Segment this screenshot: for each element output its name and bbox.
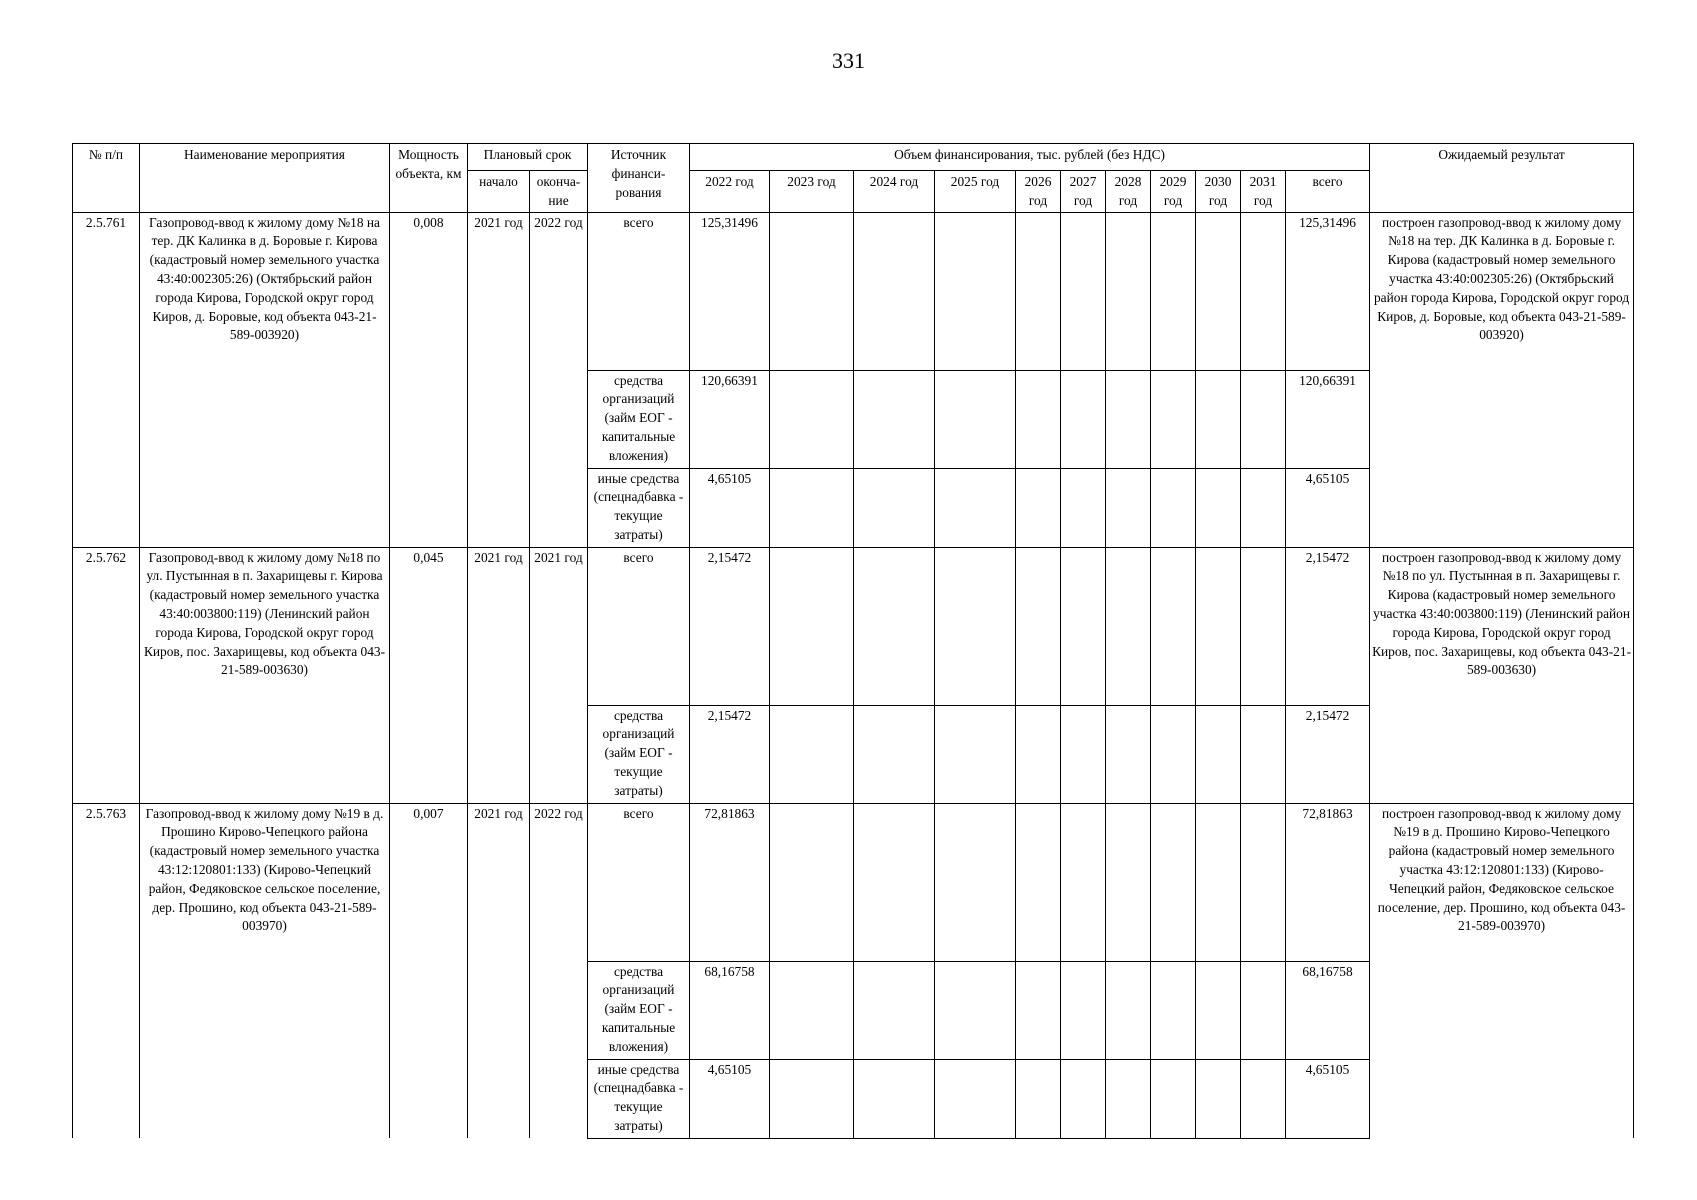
- header-year: 2031 год: [1241, 171, 1286, 213]
- header-source: Источник финанси-рования: [588, 144, 690, 213]
- header-num: № п/п: [73, 144, 140, 213]
- value-2022: 2,15472: [690, 547, 770, 705]
- row-capacity: 0,008: [390, 212, 468, 547]
- value-total: 2,15472: [1286, 705, 1370, 803]
- row-result: построен газопровод-ввод к жилому дому №18 на тер. ДК Калинка в д. Боровые г. Кирова (кадастровый номер земельного участка 43:40:002305:26) (Октябрьский район города Кирова, Городской округ город Киров, д. Боровые, код объекта 043-21-589-003920): [1370, 212, 1634, 547]
- source-label: всего: [588, 803, 690, 961]
- row-result: построен газопровод-ввод к жилому дому №19 в д. Прошино Кирово-Чепецкого района (кадастровый номер земельного участка 43:12:120801:133) (Кирово-Чепецкий район, Федяковское сельское поселение, дер. Прошино, код объекта 043-21-589-003970): [1370, 803, 1634, 1138]
- value-total: 68,16758: [1286, 961, 1370, 1059]
- row-start: 2021 год: [468, 803, 530, 1138]
- header-year: 2030 год: [1196, 171, 1241, 213]
- header-end: оконча-ние: [530, 171, 588, 213]
- table-row: [73, 803, 1634, 961]
- header-capacity: Мощность объекта, км: [390, 144, 468, 213]
- value-total: 125,31496: [1286, 212, 1370, 370]
- value-2022: 125,31496: [690, 212, 770, 370]
- row-num: 2.5.762: [73, 547, 140, 803]
- source-label: иные средства (спецнадбавка - текущие затраты): [588, 468, 690, 547]
- header-year: 2026 год: [1016, 171, 1061, 213]
- header-total: всего: [1286, 171, 1370, 213]
- header-year: 2025 год: [935, 171, 1016, 213]
- header-funding: Объем финансирования, тыс. рублей (без НДС): [690, 144, 1370, 171]
- row-end: 2022 год: [530, 803, 588, 1138]
- header-year: 2027 год: [1061, 171, 1106, 213]
- header-result: Ожидаемый результат: [1370, 144, 1634, 213]
- row-name: Газопровод-ввод к жилому дому №19 в д. Прошино Кирово-Чепецкого района (кадастровый номер земельного участка 43:12:120801:133) (Кирово-Чепецкий район, Федяковское сельское поселение, дер. Прошино, код объекта 043-21-589-003970): [140, 803, 390, 1138]
- source-label: средства организаций (займ ЕОГ - капитальные вложения): [588, 961, 690, 1059]
- value-total: 72,81863: [1286, 803, 1370, 961]
- row-end: 2022 год: [530, 212, 588, 547]
- row-start: 2021 год: [468, 212, 530, 547]
- value-total: 4,65105: [1286, 468, 1370, 547]
- page-number: 331: [832, 48, 865, 73]
- row-result: построен газопровод-ввод к жилому дому №18 по ул. Пустынная в п. Захарищевы г. Кирова (кадастровый номер земельного участка 43:40:003800:119) (Ленинский район города Кирова, Городской округ город Киров, пос. Захарищевы, код объекта 043-21-589-003630): [1370, 547, 1634, 803]
- table-header: [73, 144, 1634, 213]
- value-2022: 68,16758: [690, 961, 770, 1059]
- source-label: всего: [588, 212, 690, 370]
- header-year: 2024 год: [854, 171, 935, 213]
- source-label: средства организаций (займ ЕОГ - текущие затраты): [588, 705, 690, 803]
- value-2022: 2,15472: [690, 705, 770, 803]
- table-row: [73, 547, 1634, 705]
- header-year: 2023 год: [770, 171, 854, 213]
- row-num: 2.5.763: [73, 803, 140, 1138]
- header-year: 2028 год: [1106, 171, 1151, 213]
- row-name: Газопровод-ввод к жилому дому №18 по ул. Пустынная в п. Захарищевы г. Кирова (кадастровый номер земельного участка 43:40:003800:119) (Ленинский район города Кирова, Городской округ город Киров, пос. Захарищевы, код объекта 043-21-589-003630): [140, 547, 390, 803]
- row-start: 2021 год: [468, 547, 530, 803]
- header-year: 2029 год: [1151, 171, 1196, 213]
- value-total: 4,65105: [1286, 1059, 1370, 1138]
- row-num: 2.5.761: [73, 212, 140, 547]
- source-label: средства организаций (займ ЕОГ - капитальные вложения): [588, 370, 690, 468]
- header-planned-term: Плановый срок: [468, 144, 588, 171]
- row-capacity: 0,007: [390, 803, 468, 1138]
- funding-table: [72, 143, 1634, 1139]
- row-name: Газопровод-ввод к жилому дому №18 на тер. ДК Калинка в д. Боровые г. Кирова (кадастровый номер земельного участка 43:40:002305:26) (Октябрьский район города Кирова, Городской округ город Киров, д. Боровые, код объекта 043-21-589-003920): [140, 212, 390, 547]
- value-2022: 120,66391: [690, 370, 770, 468]
- row-capacity: 0,045: [390, 547, 468, 803]
- source-label: иные средства (спецнадбавка - текущие затраты): [588, 1059, 690, 1138]
- source-label: всего: [588, 547, 690, 705]
- value-2022: 4,65105: [690, 1059, 770, 1138]
- row-end: 2021 год: [530, 547, 588, 803]
- header-year: 2022 год: [690, 171, 770, 213]
- header-start: начало: [468, 171, 530, 213]
- value-total: 120,66391: [1286, 370, 1370, 468]
- table-row: [73, 212, 1634, 370]
- value-2022: 4,65105: [690, 468, 770, 547]
- value-total: 2,15472: [1286, 547, 1370, 705]
- value-2022: 72,81863: [690, 803, 770, 961]
- header-name: Наименование мероприятия: [140, 144, 390, 213]
